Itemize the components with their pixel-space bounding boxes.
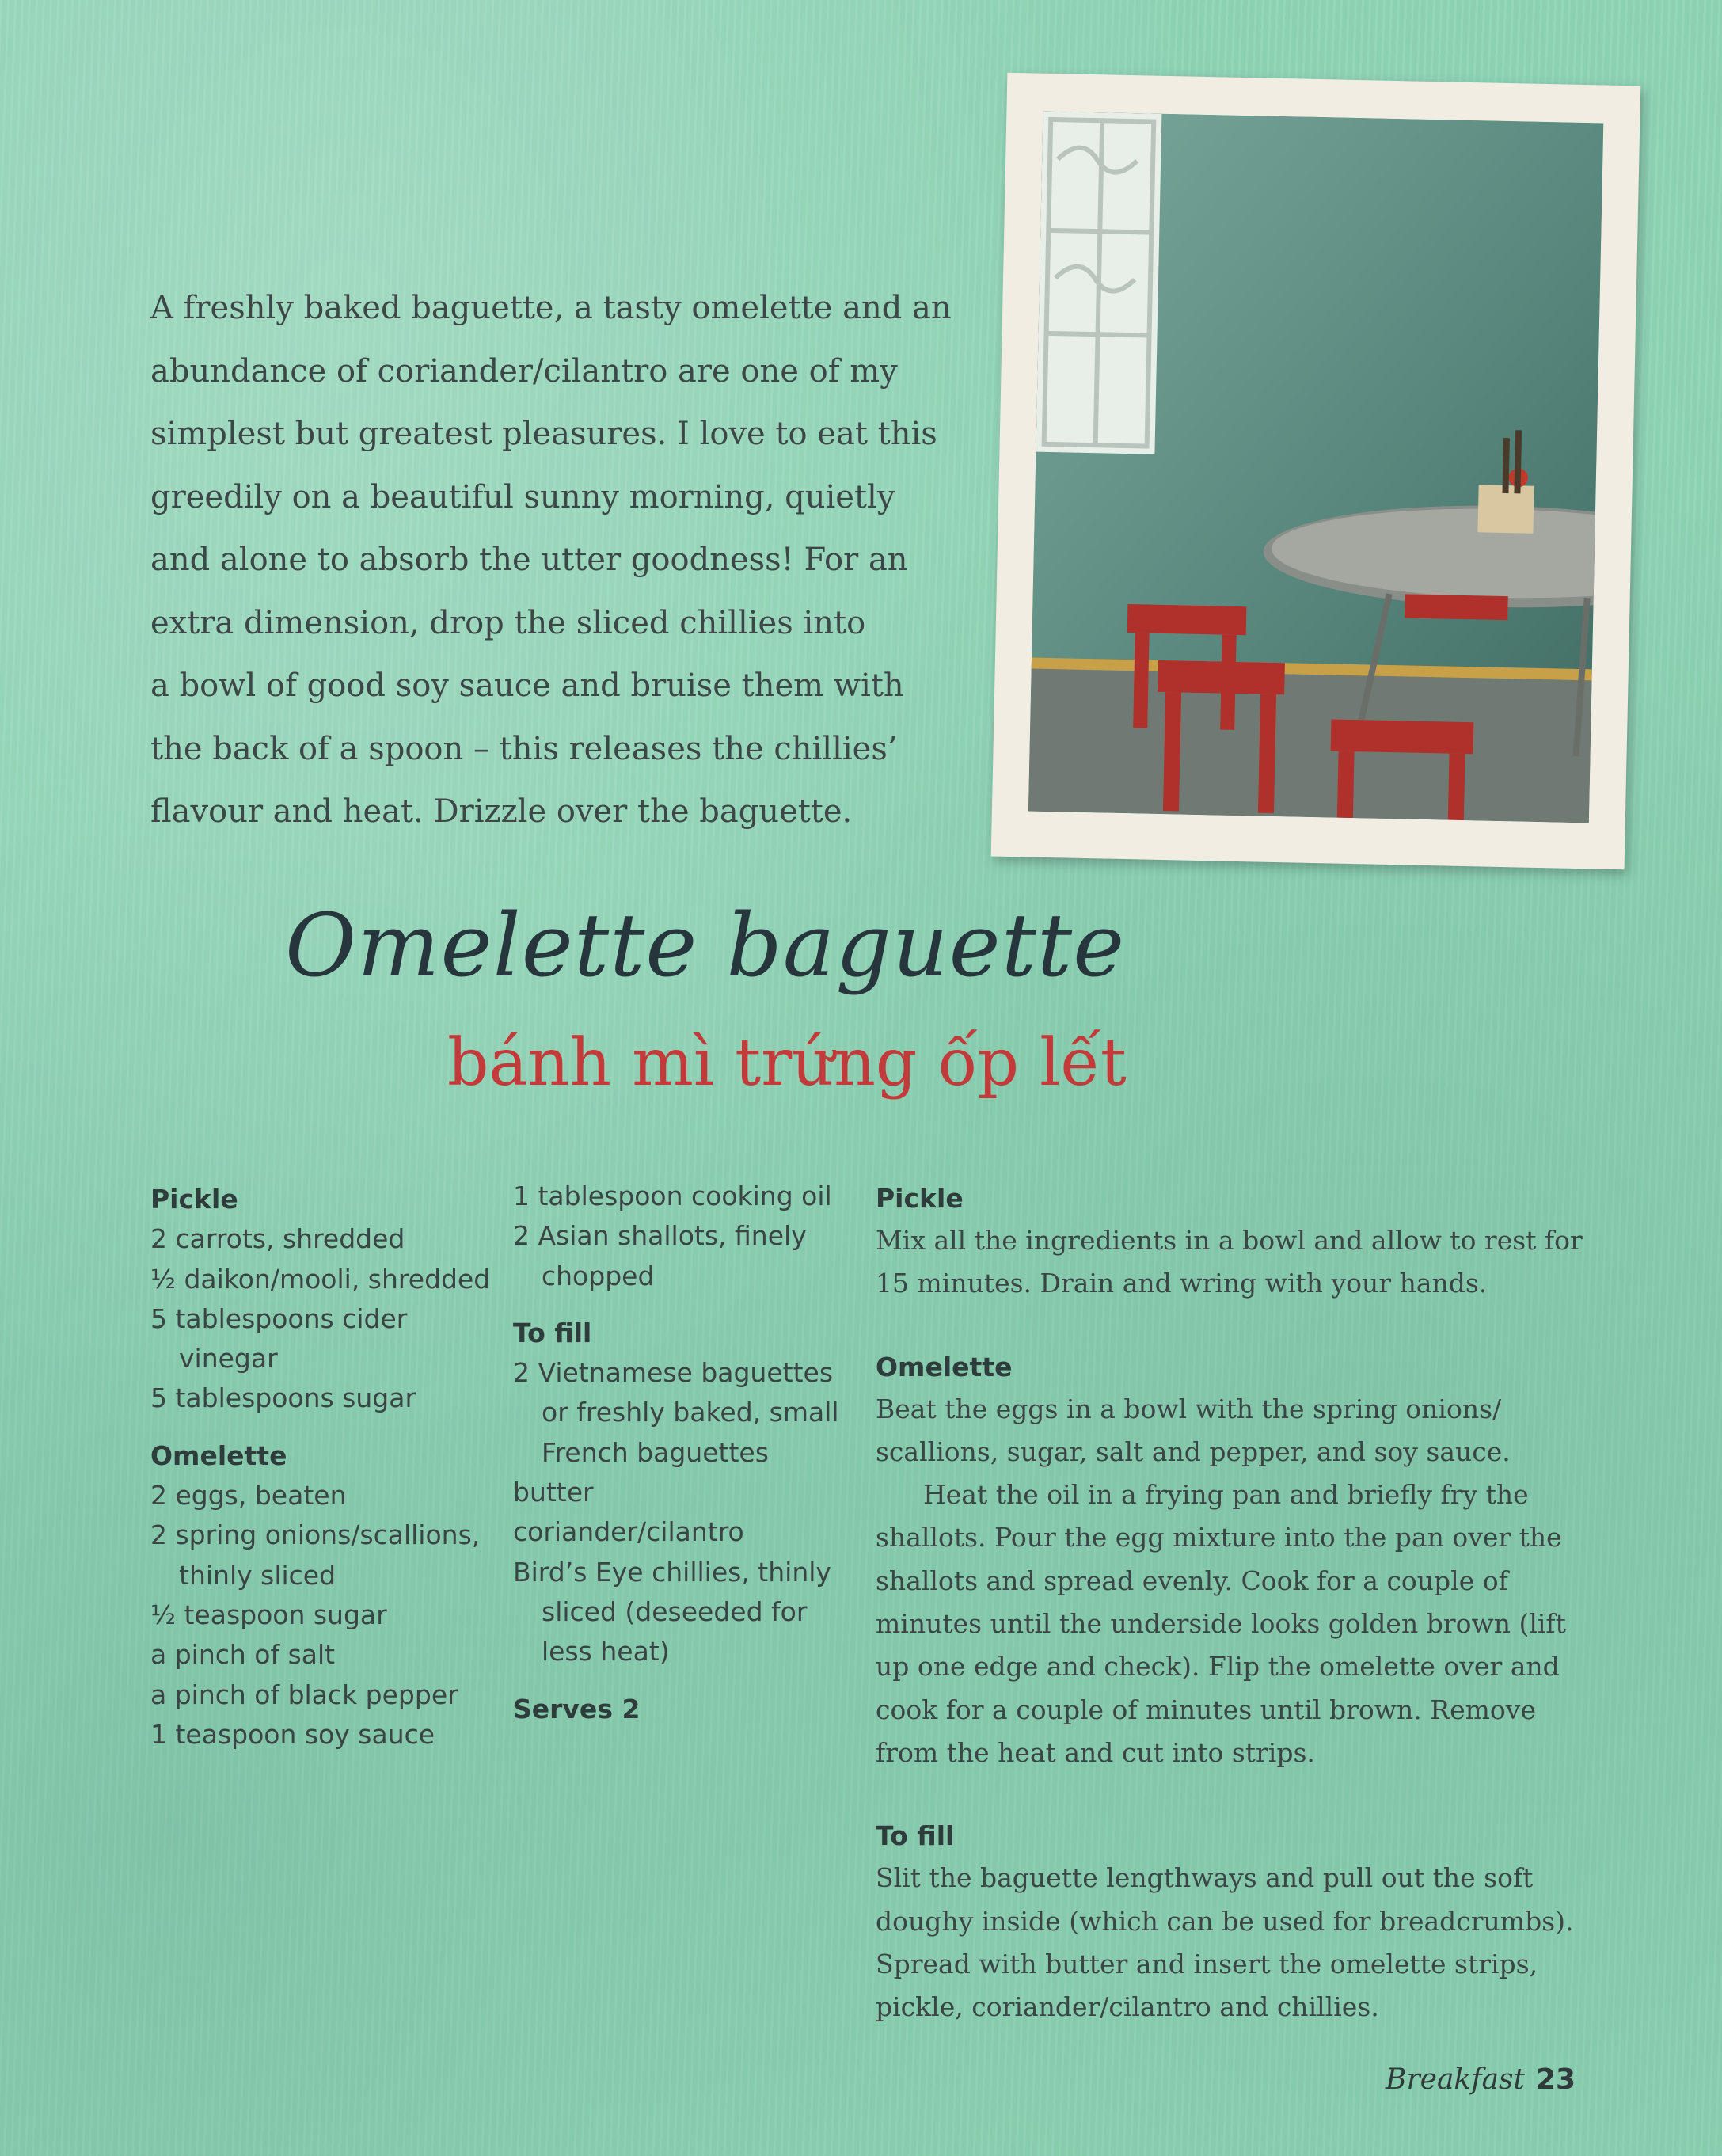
ingredient-item: less heat)	[542, 1636, 670, 1667]
method-line: Spread with butter and insert the omelette strips,	[876, 1948, 1538, 1979]
method-line: minutes until the underside looks golden brown (lift	[876, 1608, 1566, 1640]
method-line: pickle, coriander/cilantro and chillies.	[876, 1991, 1379, 2023]
ingredient-item: vinegar	[179, 1343, 278, 1375]
ingredient-item: ½ daikon/mooli, shredded	[150, 1263, 491, 1295]
ingredient-item: coriander/cilantro	[513, 1516, 744, 1548]
section-name: Breakfast	[1386, 2063, 1525, 2096]
ingredient-item: ½ teaspoon sugar	[150, 1599, 387, 1630]
page-number: 23	[1535, 2063, 1576, 2096]
ingredient-item: 2 Vietnamese baguettes	[513, 1357, 834, 1389]
omelette-heading: Omelette	[150, 1439, 287, 1471]
ingredient-item: 1 teaspoon soy sauce	[150, 1718, 435, 1750]
method-column	[876, 1178, 1583, 2029]
ingredient-item: thinly sliced	[179, 1559, 336, 1591]
intro-line: and alone to absorb the utter goodness! For an	[150, 542, 908, 578]
intro-line: A freshly baked baguette, a tasty omelette and an	[150, 290, 952, 326]
method-line: up one edge and check). Flip the omelette over and	[876, 1651, 1560, 1683]
method-to-fill-heading: To fill	[876, 1820, 955, 1852]
pickle-heading: Pickle	[150, 1184, 238, 1215]
intro-line: flavour and heat. Drizzle over the baguette.	[150, 793, 853, 830]
to-fill-heading: To fill	[513, 1317, 592, 1348]
method-line: Mix all the ingredients in a bowl and allow to rest for	[876, 1225, 1583, 1256]
method-pickle-heading: Pickle	[876, 1183, 964, 1214]
method-line: shallots. Pour the egg mixture into the pan over the	[876, 1522, 1562, 1553]
method-line: 15 minutes. Drain and wring with your hands.	[876, 1268, 1488, 1299]
method-line: Heat the oil in a frying pan and briefly fry the	[923, 1479, 1529, 1511]
ingredient-item: a pinch of salt	[150, 1639, 336, 1671]
serves-label: Serves 2	[513, 1693, 641, 1724]
recipe-title-english: Omelette baguette	[285, 895, 1126, 996]
ingredient-item: 2 eggs, beaten	[150, 1480, 347, 1511]
method-line: shallots and spread evenly. Cook for a couple of	[876, 1565, 1508, 1596]
ingredients-column-2	[513, 1177, 838, 1729]
intro-line: a bowl of good soy sauce and bruise them with	[150, 667, 904, 704]
method-omelette-heading: Omelette	[876, 1351, 1013, 1382]
ingredient-item: butter	[513, 1477, 594, 1508]
method-line: Slit the baguette lengthways and pull out the soft	[876, 1862, 1534, 1894]
ingredient-item: sliced (deseeded for	[542, 1595, 808, 1627]
cafe-photo	[1028, 112, 1603, 823]
ingredient-item: or freshly baked, small	[542, 1397, 839, 1428]
ingredient-item: 2 Asian shallots, finely	[513, 1220, 807, 1252]
intro-line: greedily on a beautiful sunny morning, quietly	[150, 478, 895, 515]
method-line: cook for a couple of minutes until brown. Remove	[876, 1694, 1536, 1725]
intro-line: the back of a spoon – this releases the chillies’	[150, 730, 898, 767]
method-line: scallions, sugar, salt and pepper, and soy sauce.	[876, 1435, 1511, 1467]
method-line: Beat the eggs in a bowl with the spring onions/	[876, 1393, 1502, 1424]
ingredient-item: 2 carrots, shredded	[150, 1223, 405, 1255]
ingredient-item: 1 tablespoon cooking oil	[513, 1181, 832, 1211]
ingredient-item: 2 spring onions/scallions,	[150, 1519, 481, 1551]
ingredient-item: 5 tablespoons sugar	[150, 1382, 416, 1414]
ingredients-column-1	[150, 1180, 507, 1755]
method-line: doughy inside (which can be used for breadcrumbs).	[876, 1905, 1574, 1937]
method-line: from the heat and cut into strips.	[876, 1736, 1315, 1768]
intro-line: abundance of coriander/cilantro are one of my	[150, 352, 898, 390]
ingredient-item: French baguettes	[542, 1436, 769, 1468]
ingredient-item: chopped	[542, 1260, 655, 1291]
photo-frame	[991, 73, 1641, 870]
page-footer	[1386, 2063, 1576, 2096]
intro-paragraph	[150, 277, 950, 844]
intro-line: simplest but greatest pleasures. I love to eat this	[150, 416, 937, 452]
cafe-scene-illustration	[1028, 112, 1603, 823]
recipe-title-vietnamese: bánh mì trứng ốp lết	[447, 1025, 1127, 1101]
ingredient-item: 5 tablespoons cider	[150, 1302, 408, 1334]
ingredient-item: Bird’s Eye chillies, thinly	[513, 1556, 831, 1588]
ingredient-item: a pinch of black pepper	[150, 1679, 458, 1710]
intro-line: extra dimension, drop the sliced chillies into	[150, 604, 866, 641]
